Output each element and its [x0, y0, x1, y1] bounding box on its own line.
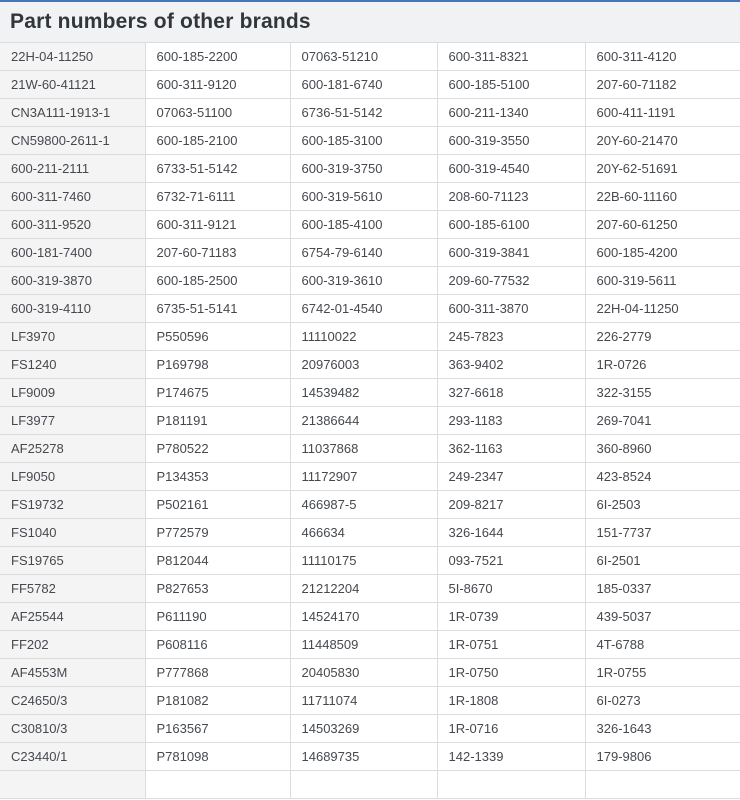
part-number-cell: 20976003 — [290, 351, 437, 379]
part-number-cell: 245-7823 — [437, 323, 585, 351]
part-number-cell — [585, 771, 740, 799]
part-number-cell: 11711074 — [290, 687, 437, 715]
table-row — [0, 491, 740, 519]
part-number-cell: 209-8217 — [437, 491, 585, 519]
part-number-cell: 14524170 — [290, 603, 437, 631]
part-number-cell-primary: FF202 — [0, 631, 145, 659]
part-number-cell-primary: CN59800-2611-1 — [0, 127, 145, 155]
part-number-cell-primary: 22H-04-11250 — [0, 43, 145, 71]
part-number-cell: 600-181-6740 — [290, 71, 437, 99]
part-number-cell: 6735-51-5141 — [145, 295, 290, 323]
part-number-cell: 322-3155 — [585, 379, 740, 407]
part-number-cell-primary: 600-319-3870 — [0, 267, 145, 295]
part-number-cell: 6I-2501 — [585, 547, 740, 575]
part-number-cell: 21386644 — [290, 407, 437, 435]
part-number-cell — [290, 771, 437, 799]
part-number-cell-primary: LF9009 — [0, 379, 145, 407]
part-number-cell: 439-5037 — [585, 603, 740, 631]
part-number-cell: 07063-51100 — [145, 99, 290, 127]
table-row — [0, 435, 740, 463]
part-number-cell: 6I-2503 — [585, 491, 740, 519]
part-number-cell: 207-60-71183 — [145, 239, 290, 267]
table-row — [0, 127, 740, 155]
part-number-cell: 14689735 — [290, 743, 437, 771]
part-number-cell: 326-1644 — [437, 519, 585, 547]
part-number-cell: 11110175 — [290, 547, 437, 575]
part-number-cell: P181082 — [145, 687, 290, 715]
part-number-cell: 207-60-71182 — [585, 71, 740, 99]
part-number-cell: 1R-0750 — [437, 659, 585, 687]
part-number-cell: P502161 — [145, 491, 290, 519]
part-number-cell: P181191 — [145, 407, 290, 435]
part-number-cell: 1R-0739 — [437, 603, 585, 631]
table-row — [0, 211, 740, 239]
part-number-cell: 21212204 — [290, 575, 437, 603]
part-number-cell: 600-185-5100 — [437, 71, 585, 99]
table-row — [0, 687, 740, 715]
part-number-cell: P169798 — [145, 351, 290, 379]
table-row — [0, 379, 740, 407]
part-number-cell-primary: AF4553M — [0, 659, 145, 687]
part-numbers-table-body — [0, 43, 740, 799]
part-number-cell: 1R-0755 — [585, 659, 740, 687]
part-number-cell: 269-7041 — [585, 407, 740, 435]
part-number-cell: 1R-0726 — [585, 351, 740, 379]
part-number-cell: 466634 — [290, 519, 437, 547]
table-row — [0, 295, 740, 323]
part-number-cell: 6732-71-6111 — [145, 183, 290, 211]
part-number-cell-primary: LF3977 — [0, 407, 145, 435]
part-number-cell: 363-9402 — [437, 351, 585, 379]
part-number-cell: 14503269 — [290, 715, 437, 743]
part-number-cell-primary — [0, 771, 145, 799]
part-number-cell: P611190 — [145, 603, 290, 631]
part-number-cell: 226-2779 — [585, 323, 740, 351]
part-number-cell-primary: FS19732 — [0, 491, 145, 519]
part-number-cell: 1R-1808 — [437, 687, 585, 715]
table-row — [0, 239, 740, 267]
table-row — [0, 659, 740, 687]
part-number-cell: 600-319-3610 — [290, 267, 437, 295]
part-number-cell-primary: C23440/1 — [0, 743, 145, 771]
part-number-cell: 600-185-2200 — [145, 43, 290, 71]
table-row — [0, 463, 740, 491]
part-number-cell: 07063-51210 — [290, 43, 437, 71]
table-row — [0, 323, 740, 351]
table-row — [0, 547, 740, 575]
part-number-cell: 249-2347 — [437, 463, 585, 491]
part-number-cell: 600-311-4120 — [585, 43, 740, 71]
table-row — [0, 43, 740, 71]
table-row — [0, 351, 740, 379]
part-number-cell: 6733-51-5142 — [145, 155, 290, 183]
part-number-cell: 600-185-3100 — [290, 127, 437, 155]
part-number-cell-primary: C30810/3 — [0, 715, 145, 743]
table-row — [0, 743, 740, 771]
part-number-cell: 466987-5 — [290, 491, 437, 519]
part-number-cell: 1R-0751 — [437, 631, 585, 659]
part-number-cell-primary: 600-311-7460 — [0, 183, 145, 211]
table-row — [0, 575, 740, 603]
part-number-cell: 600-185-2100 — [145, 127, 290, 155]
part-number-cell-primary: FS1240 — [0, 351, 145, 379]
part-number-cell-primary: 600-181-7400 — [0, 239, 145, 267]
table-row — [0, 771, 740, 799]
part-number-cell: 20Y-60-21470 — [585, 127, 740, 155]
part-number-cell: 22B-60-11160 — [585, 183, 740, 211]
table-row — [0, 603, 740, 631]
part-number-cell-primary: 600-211-2111 — [0, 155, 145, 183]
page-title: Part numbers of other brands — [10, 10, 311, 33]
part-number-cell: 600-319-3550 — [437, 127, 585, 155]
part-number-cell-primary: C24650/3 — [0, 687, 145, 715]
part-number-cell: 293-1183 — [437, 407, 585, 435]
part-number-cell — [145, 771, 290, 799]
table-row — [0, 631, 740, 659]
part-number-cell: P608116 — [145, 631, 290, 659]
part-number-cell: 209-60-77532 — [437, 267, 585, 295]
part-number-cell: 11037868 — [290, 435, 437, 463]
part-number-cell-primary: FS1040 — [0, 519, 145, 547]
part-number-cell: 600-311-9121 — [145, 211, 290, 239]
part-number-cell: P550596 — [145, 323, 290, 351]
part-number-cell: 6742-01-4540 — [290, 295, 437, 323]
table-row — [0, 715, 740, 743]
part-number-cell: 20405830 — [290, 659, 437, 687]
part-number-cell: P827653 — [145, 575, 290, 603]
part-number-cell: 423-8524 — [585, 463, 740, 491]
table-row — [0, 71, 740, 99]
part-number-cell: P163567 — [145, 715, 290, 743]
part-number-cell: 362-1163 — [437, 435, 585, 463]
part-numbers-table — [0, 42, 740, 799]
part-number-cell: 600-311-3870 — [437, 295, 585, 323]
part-number-cell: 179-9806 — [585, 743, 740, 771]
part-number-cell: 600-319-5610 — [290, 183, 437, 211]
part-number-cell: 185-0337 — [585, 575, 740, 603]
part-number-cell-primary: 600-319-4110 — [0, 295, 145, 323]
table-row — [0, 183, 740, 211]
part-number-cell-primary: FS19765 — [0, 547, 145, 575]
part-number-cell: 600-185-2500 — [145, 267, 290, 295]
part-number-cell-primary: LF9050 — [0, 463, 145, 491]
part-number-cell: 11110022 — [290, 323, 437, 351]
part-number-cell-primary: LF3970 — [0, 323, 145, 351]
part-number-cell: P174675 — [145, 379, 290, 407]
part-number-cell: 600-319-3750 — [290, 155, 437, 183]
part-number-cell: 360-8960 — [585, 435, 740, 463]
part-number-cell: P812044 — [145, 547, 290, 575]
part-number-cell: 4T-6788 — [585, 631, 740, 659]
part-number-cell: 14539482 — [290, 379, 437, 407]
part-number-cell: 600-185-4100 — [290, 211, 437, 239]
part-number-cell: 207-60-61250 — [585, 211, 740, 239]
part-number-cell: P781098 — [145, 743, 290, 771]
part-number-cell: 6736-51-5142 — [290, 99, 437, 127]
part-number-cell — [437, 771, 585, 799]
part-number-cell: 600-319-3841 — [437, 239, 585, 267]
part-number-cell: P777868 — [145, 659, 290, 687]
part-number-cell: 600-211-1340 — [437, 99, 585, 127]
part-number-cell-primary: AF25544 — [0, 603, 145, 631]
part-number-cell: 327-6618 — [437, 379, 585, 407]
part-number-cell: 326-1643 — [585, 715, 740, 743]
table-row — [0, 407, 740, 435]
part-number-cell: 600-311-9120 — [145, 71, 290, 99]
part-number-cell: 142-1339 — [437, 743, 585, 771]
part-number-cell-primary: CN3A111-1913-1 — [0, 99, 145, 127]
part-number-cell: P780522 — [145, 435, 290, 463]
part-number-cell: 6I-0273 — [585, 687, 740, 715]
table-row — [0, 519, 740, 547]
table-row — [0, 99, 740, 127]
part-number-cell: 151-7737 — [585, 519, 740, 547]
part-number-cell-primary: 600-311-9520 — [0, 211, 145, 239]
section-header — [0, 2, 740, 42]
part-number-cell-primary: 21W-60-41121 — [0, 71, 145, 99]
part-number-cell: 093-7521 — [437, 547, 585, 575]
part-number-cell: 5I-8670 — [437, 575, 585, 603]
part-number-cell: 600-411-1191 — [585, 99, 740, 127]
part-number-cell: 600-319-5611 — [585, 267, 740, 295]
table-row — [0, 267, 740, 295]
part-number-cell: 600-185-4200 — [585, 239, 740, 267]
part-number-cell: 600-319-4540 — [437, 155, 585, 183]
part-number-cell: 22H-04-11250 — [585, 295, 740, 323]
part-number-cell-primary: FF5782 — [0, 575, 145, 603]
part-number-cell: 1R-0716 — [437, 715, 585, 743]
part-number-cell: P772579 — [145, 519, 290, 547]
part-number-cell: 20Y-62-51691 — [585, 155, 740, 183]
part-number-cell: P134353 — [145, 463, 290, 491]
part-number-cell: 600-311-8321 — [437, 43, 585, 71]
part-number-cell: 11448509 — [290, 631, 437, 659]
table-row — [0, 155, 740, 183]
part-number-cell: 208-60-71123 — [437, 183, 585, 211]
part-number-cell: 6754-79-6140 — [290, 239, 437, 267]
part-number-cell-primary: AF25278 — [0, 435, 145, 463]
part-number-cell: 600-185-6100 — [437, 211, 585, 239]
part-number-cell: 11172907 — [290, 463, 437, 491]
